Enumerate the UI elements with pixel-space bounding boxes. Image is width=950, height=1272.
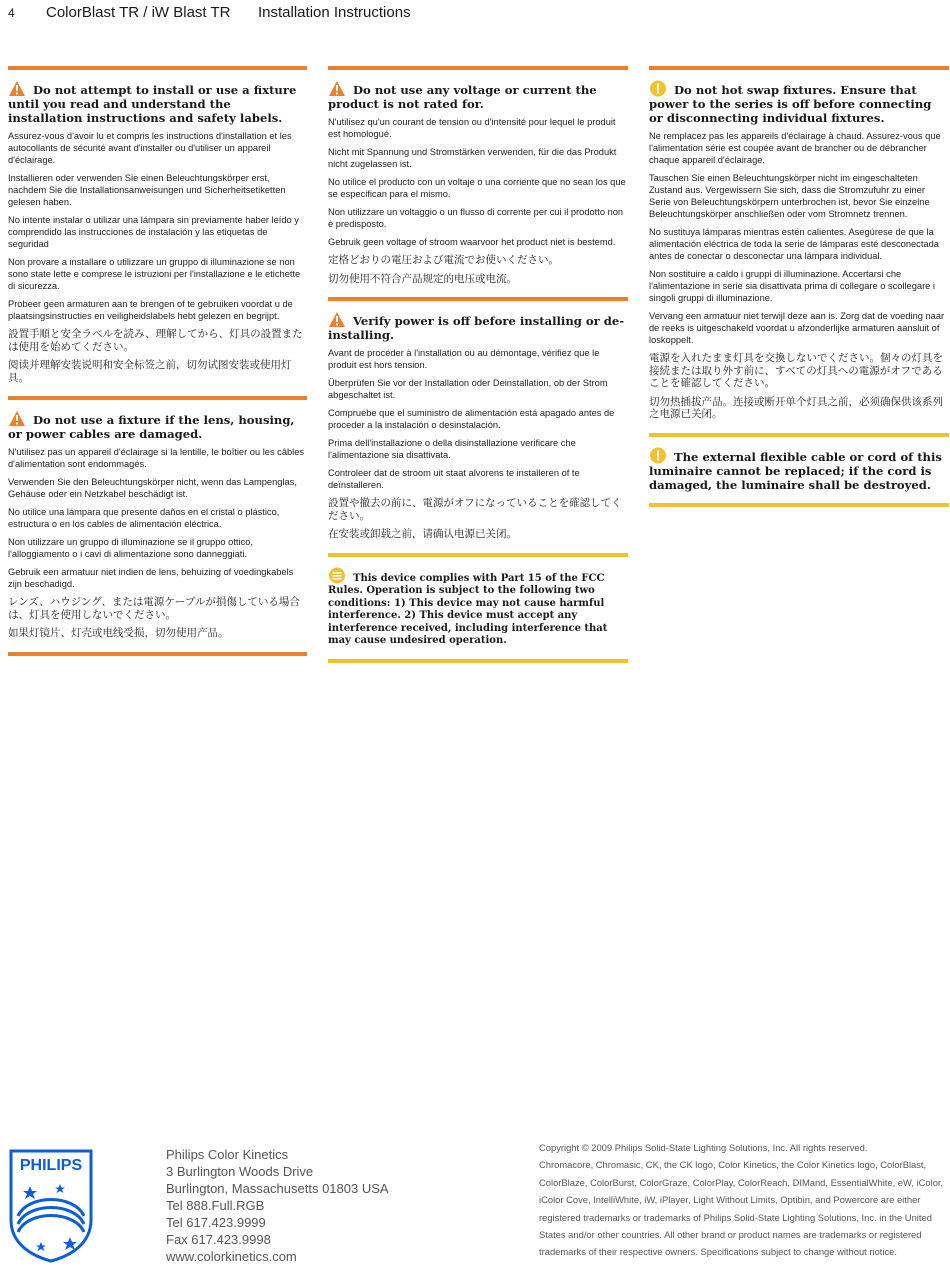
philips-logo-text: PHILIPS: [19, 1157, 83, 1174]
notice-translation: 設置や撤去の前に、電源がオフになっていることを確認してください。: [328, 497, 622, 522]
notice-translation: 切勿热插拔产品。连接或断开单个灯具之前，必须确保供该系列之电源已关闭。: [649, 395, 943, 420]
notice-translation: Avant de procéder à l'installation ou au démontage, vérifiez que le produit est hors tension.: [328, 348, 600, 370]
notice-translation: 定格どおりの電圧および電流でお使いください。: [328, 254, 559, 266]
warning-triangle-icon: [328, 311, 346, 328]
notice-heading-text: The external flexible cable or cord of this luminaire cannot be replaced; if the cord is damaged, the luminaire shall be destroyed.: [649, 449, 942, 492]
notice-translation: Ne remplacez pas les appareils d'éclairage à chaud. Assurez-vous que l'alimentation série est coupée avant de brancher ou de débrancher chaque appareil d'éclairage.: [649, 131, 941, 165]
safety-notice: [649, 66, 949, 433]
notice-translation: Non utilizzare un gruppo di illuminazione se il gruppo ottico, l'alloggiamento o i cavi di alimentazione sono danneggiati.: [8, 537, 253, 559]
philips-logo: [8, 1148, 94, 1264]
notice-translation: Prima dell'installazione o della disinstallazione verificare che l'alimentazione sia disattivata.: [328, 438, 576, 460]
column-end-rule: [8, 652, 307, 656]
copyright-line: Chromacore, Chromasic, CK, the CK logo, Color Kinetics, the Color Kinetics logo, ColorBlast,: [539, 1159, 927, 1171]
section-title: Installation Instructions: [258, 4, 411, 21]
notice-translation: 電源を入れたまま灯具を交換しないでください。個々の灯具を接続または取り外す前に、すべての灯具への電源がオフであることを確認してください。: [649, 352, 943, 389]
notice-translation: 阅读并理解安装说明和安全标签之前，切勿试图安装或使用灯具。: [8, 359, 292, 384]
notice-heading-text: Do not attempt to install or use a fixture until you read and understand the installation instructions and safety labels.: [8, 83, 297, 125]
notice-translation: 設置手順と安全ラベルを読み、理解してから、灯具の設置または使用を始めてください。: [8, 328, 303, 353]
notice-heading: [328, 311, 628, 342]
safety-notice: [328, 297, 628, 553]
notice-translation: No utilice el producto con un voltaje o una corriente que no sean los que se especifican para el mismo.: [328, 177, 626, 199]
notice-translation: Non sostituire a caldo i gruppi di illuminazione. Accertarsi che l'alimentazione in serie sia disattivata prima di collegare o scollegare i singoli gruppi di illuminazione.: [649, 269, 935, 303]
notice-translation: Non utilizzare un voltaggio o un flusso di corrente per cui il prodotto non è predisposto.: [328, 207, 624, 229]
notice-heading: [328, 567, 628, 648]
notice-heading-text: Do not use any voltage or current the product is not rated for.: [328, 83, 597, 111]
notice-translation: No utilice una lámpara que presente daños en el cristal o plástico, estructura o en los cables de alimentación eléctrica.: [8, 507, 280, 529]
column-3: [649, 66, 949, 507]
safety-notice: [8, 66, 307, 396]
notice-translation: No sustituya lámparas mientras estén calientes. Asegúrese de que la alimentación eléctrica de toda la serie de lámparas esté desconectada antes de conectar o desconectar una lámpara individual.: [649, 227, 939, 261]
notice-translation: Tauschen Sie einen Beleuchtungskörper nicht im eingeschalteten Zustand aus. Vergewissern Sie sich, dass die Stromzufuhr zu einer Serie von Beleuchtungskörpern unterbrochen ist, bevor Sie einzelne Beleuchtungskörper anschließen oder vom Stromnetz trennen.: [649, 173, 930, 219]
notice-translation: Controleer dat de stroom uit staat alvorens te installeren of te deïnstalleren.: [328, 468, 580, 490]
copyright-line: registered trademarks or trademarks of Philips Solid-State Lighting Solutions, Inc. in the United: [539, 1211, 932, 1223]
notice-translation: Installieren oder verwenden Sie einen Beleuchtungskörper erst, nachdem Sie die Installationsanweisungen und Sicherheitsetiketten gelesen haben.: [8, 173, 286, 207]
address-line: Fax 617.423.9998: [166, 1232, 271, 1247]
address-line: Tel 888.Full.RGB: [166, 1198, 265, 1213]
notice-heading-text: Do not use a fixture if the lens, housing, or power cables are damaged.: [8, 413, 295, 441]
notice-translation: Vervang een armatuur niet terwijl deze aan is. Zorg dat de voeding naar de reeks is uitgeschakeld voordat u afzonderlijke armaturen aansluit of loskoppelt.: [649, 311, 945, 345]
notice-heading-text: Do not hot swap fixtures. Ensure that power to the series is off before connecting or disconnecting individual fixtures.: [649, 83, 932, 125]
notice-translation: N'utilisez pas un appareil d'éclairage si la lentille, le boîtier ou les câbles d'alimentation sont endommagés.: [8, 447, 305, 469]
address-line: Tel 617.423.9999: [166, 1215, 266, 1230]
page-header: [0, 4, 950, 26]
address-line: Burlington, Massachusetts 01803 USA: [166, 1181, 389, 1196]
notice-translation: Compruebe que el suministro de alimentación está apagado antes de proceder a la instalación o desinstalación.: [328, 408, 615, 430]
notice-translation: Gebruik geen voltage of stroom waarvoor het product niet is bestemd.: [328, 237, 616, 247]
notice-heading: [649, 447, 949, 492]
copyright-line: iColor Cove, IntelliWhite, iW, iPlayer, Light Without Limits, Optibin, and Powercore are either: [539, 1194, 921, 1206]
safety-notice: [649, 433, 949, 503]
notice-translation: N'utilisez qu'un courant de tension ou d'intensité pour lequel le produit est homologué.: [328, 117, 616, 139]
address-line: Philips Color Kinetics: [166, 1147, 289, 1162]
column-end-rule: [328, 659, 628, 663]
notice-translation: Assurez-vous d'avoir lu et compris les instructions d'installation et les autocollants de sécurité avant d'installer ou d'utiliser un appareil d'éclairage.: [8, 131, 292, 165]
notice-heading: [8, 80, 307, 125]
exclamation-circle-icon: [649, 80, 667, 97]
fcc-notice-icon: [328, 567, 346, 584]
column-1: [8, 66, 307, 656]
page-number: 4: [8, 6, 15, 20]
notice-translation: Nicht mit Spannung und Stromstärken verwenden, für die das Produkt nicht zugelassen ist.: [328, 147, 617, 169]
safety-notice: [328, 66, 628, 297]
notice-translation: レンズ、ハウジング、または電源ケーブルが損傷している場合は、灯具を使用しないでください。: [8, 596, 300, 621]
notice-translation: No intente instalar o utilizar una lámpara sin previamente haber leído y comprendido las instrucciones de instalación y las etiquetas de seguridad: [8, 215, 299, 249]
contact-address: [166, 1146, 389, 1265]
address-line: 3 Burlington Woods Drive: [166, 1164, 314, 1179]
notice-heading-text: Verify power is off before installing or de-installing.: [328, 314, 625, 342]
copyright-line: Copyright © 2009 Philips Solid-State Lighting Solutions, Inc. All rights reserved.: [539, 1142, 868, 1153]
warning-triangle-icon: [328, 80, 346, 97]
notice-translation: 如果灯镜片、灯壳或电线受损，切勿使用产品。: [8, 627, 229, 639]
copyright-line: trademarks of their respective owners. Specifications subject to change without notice.: [539, 1246, 897, 1258]
column-end-rule: [649, 503, 949, 507]
copyright-line: ColorBlaze, ColorBurst, ColorGraze, ColorPlay, ColorReach, DIMand, EssentialWhite, eW, iColor,: [539, 1176, 944, 1188]
notice-translation: Gebruik een armatuur niet indien de lens, behuizing of voedingkabels zijn beschadigd.: [8, 567, 294, 589]
notice-heading: [328, 80, 628, 111]
notice-heading: [8, 410, 307, 441]
notice-translation: Probeer geen armaturen aan te brengen of te gebruiken voordat u de plaatsingsinstructies en veiligheidslabels hebt gelezen en begrijpt.: [8, 299, 293, 321]
copyright-line: States and/or other countries. All other brand or product names are trademarks or registered: [539, 1229, 922, 1241]
notice-translation: 切勿使用不符合产品规定的电压或电流。: [328, 272, 517, 285]
warning-triangle-icon: [8, 80, 26, 97]
notice-translation: 在安装或卸载之前，请确认电源已关闭。: [328, 528, 517, 540]
website-link[interactable]: www.colorkinetics.com: [166, 1249, 297, 1264]
warning-triangle-icon: [8, 410, 26, 427]
column-2: [328, 66, 628, 663]
safety-notice: [8, 396, 307, 652]
safety-notice: [328, 553, 628, 659]
exclamation-circle-icon: [649, 447, 667, 464]
notice-translation: Verwenden Sie den Beleuchtungskörper nicht, wenn das Lampenglas, Gehäuse oder ein Netzkabel beschädigt ist.: [8, 477, 297, 499]
notice-translation: Überprüfen Sie vor der Installation oder Deinstallation, ob der Strom abgeschaltet ist.: [328, 378, 608, 400]
notice-heading-text: This device complies with Part 15 of the FCC Rules. Operation is subject to the following two conditions: 1) This device may not cause harmful interference. 2) This device must accept any interference received, including interference that may cause undesired operation.: [328, 572, 608, 646]
notice-heading: [649, 80, 949, 125]
copyright-notice: [539, 1139, 944, 1261]
notice-translation: Non provare a installare o utilizzare un gruppo di illuminazione se non sono state lette e comprese le istruzioni per l'installazione e le etichette di sicurezza.: [8, 257, 301, 291]
product-title: ColorBlast TR / iW Blast TR: [46, 4, 231, 21]
